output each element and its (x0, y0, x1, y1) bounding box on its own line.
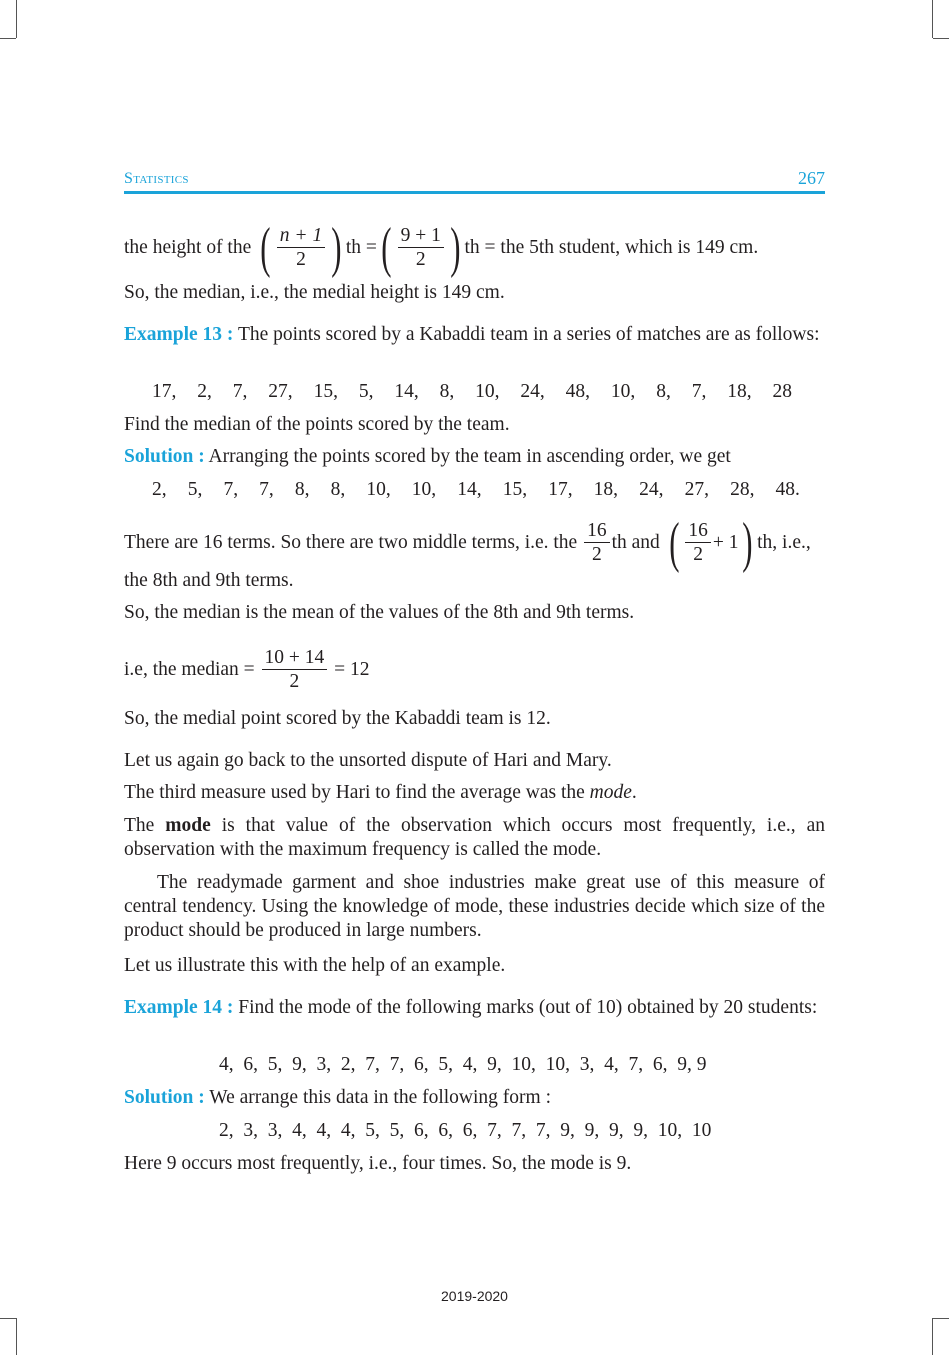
data-value: 17, (548, 479, 573, 500)
running-header-title: Statistics (124, 170, 189, 187)
example-14-text: Find the mode of the following marks (out of 10) obtained by 20 students: (233, 997, 818, 1018)
data-value: 48, (565, 381, 591, 402)
data-value: 7, (223, 479, 239, 500)
mode-industry-paragraph: The readymade garment and shoe industries make great use of this measure of central tendency. Using the knowledge of mode, these industries decide which size of the product should be produced in large numbers. (124, 872, 825, 941)
data-value: 5, (187, 479, 203, 500)
mode-italic: mode (589, 782, 632, 803)
data-value: 7, (259, 479, 274, 500)
example-13-data-row (152, 380, 792, 404)
example-14-solution (124, 1086, 825, 1110)
crop-mark (0, 1318, 16, 1319)
data-value: 10, (610, 381, 636, 402)
data-value: 24, (520, 381, 545, 402)
data-value: 8, (330, 479, 346, 500)
example-13-text: The points scored by a Kabaddi team in a series of matches are as follows: (233, 324, 820, 345)
example-14-label: Example 14 : (124, 997, 234, 1018)
data-value: 10, (366, 479, 391, 500)
crop-mark (0, 38, 16, 39)
fraction-denominator: 2 (693, 543, 703, 565)
data-value: 15, (502, 479, 528, 500)
example-13-question (124, 323, 825, 347)
right-paren: ) (331, 217, 342, 279)
right-paren: ) (742, 512, 753, 574)
fraction-numerator: 16 (584, 520, 610, 543)
middle-terms-prefix: There are 16 terms. So there are two middle terms, i.e. the (124, 532, 578, 553)
fraction-numerator: n + 1 (277, 225, 325, 248)
mode-intro-period: . (631, 782, 637, 803)
fraction-denominator: 2 (289, 670, 300, 692)
data-value: 17, (152, 381, 177, 402)
fraction-numerator: 16 (685, 520, 711, 543)
fraction-denominator: 2 (296, 248, 306, 270)
crop-mark (932, 1318, 933, 1355)
fraction-numerator: 10 + 14 (262, 647, 328, 670)
mode-intro-text: The third measure used by Hari to find the average was the (124, 782, 590, 803)
data-value: 8, (656, 381, 671, 402)
crop-mark (933, 1318, 949, 1319)
solution-label: Solution : (124, 1087, 205, 1108)
height-formula-line (124, 218, 825, 278)
fraction-10-plus-14 (262, 647, 328, 694)
crop-mark (932, 0, 933, 38)
data-value: 2, (197, 381, 212, 402)
data-value: 28, (730, 479, 755, 500)
data-value: 15, (313, 381, 338, 402)
example-13-label: Example 13 : (124, 324, 234, 345)
example-13-conclusion: So, the medial point scored by the Kabaddi team is 12. (124, 708, 551, 729)
mode-illustrate: Let us illustrate this with the help of an example. (124, 955, 506, 976)
solution-text: We arrange this data in the following form : (204, 1087, 552, 1108)
fraction-numerator: 9 + 1 (398, 225, 444, 248)
data-value: 27, (268, 381, 293, 402)
solution-label: Solution : (124, 446, 205, 467)
data-value: 2, (152, 479, 167, 500)
fraction-16-over-2 (685, 520, 711, 567)
example-13-sorted-row (152, 478, 800, 502)
middle-terms-suffix: th, i.e., (757, 532, 811, 553)
height-formula-mid: th = (345, 237, 377, 258)
example-14-conclusion: Here 9 occurs most frequently, i.e., four times. So, the mode is 9. (124, 1153, 632, 1174)
data-value: 7, (232, 381, 248, 402)
example-14-data-row: 4, 6, 5, 9, 3, 2, 7, 7, 6, 5, 4, 9, 10, 10, 3, 4, 7, 6, 9, 9 (219, 1054, 707, 1075)
data-value: 8, (439, 381, 455, 402)
height-formula-suffix: th = the 5th student, which is 149 cm. (464, 237, 759, 258)
data-value: 5, (358, 381, 374, 402)
height-formula-prefix: the height of the (124, 237, 252, 258)
mode-definition (124, 814, 825, 862)
middle-terms-line (124, 512, 825, 574)
data-value: 18, (593, 479, 619, 500)
data-value: 10, (475, 381, 500, 402)
mode-intro-line-2 (124, 781, 825, 805)
footer-year: 2019-2020 (441, 1288, 508, 1304)
left-paren: ( (668, 512, 680, 574)
example-13-solution (124, 445, 825, 469)
mode-def-rest: is that value of the observation which occurs most frequently, i.e., an observation with the maximum frequency is called the mode. (124, 815, 825, 860)
header-rule (124, 191, 825, 194)
data-value: 14, (457, 479, 482, 500)
crop-mark (933, 38, 949, 39)
fraction-n-plus-1 (277, 225, 325, 272)
example-13-find: Find the median of the points scored by the team. (124, 414, 510, 435)
fraction-denominator: 2 (415, 248, 426, 270)
middle-terms-and: th and (611, 532, 660, 553)
fraction-16-over-2 (584, 520, 610, 567)
example-14-question (124, 996, 825, 1020)
data-value: 27, (684, 479, 709, 500)
mode-bold: mode (165, 815, 211, 836)
crop-mark (16, 1318, 17, 1355)
right-paren: ) (450, 217, 461, 279)
data-value: 18, (727, 381, 752, 402)
data-value: 28 (772, 381, 792, 402)
data-value: 24, (639, 479, 664, 500)
example-14-sorted-row: 2, 3, 3, 4, 4, 4, 5, 5, 6, 6, 6, 7, 7, 7, 9, 9, 9, 9, 10, 10 (219, 1120, 712, 1141)
data-value: 48. (775, 479, 800, 500)
solution-text: Arranging the points scored by the team in ascending order, we get (204, 446, 731, 467)
data-value: 7, (691, 381, 707, 402)
median-result: = 12 (334, 659, 370, 680)
data-value: 14, (394, 381, 419, 402)
plus-one: + 1 (712, 532, 739, 553)
left-paren: ( (381, 217, 392, 279)
mean-statement: So, the median is the mean of the values of the 8th and 9th terms. (124, 602, 635, 623)
data-value: 10, (411, 479, 437, 500)
fraction-denominator: 2 (591, 543, 602, 565)
mode-def-start: The (124, 815, 166, 836)
median-calculation (124, 642, 825, 698)
middle-terms-line-2: the 8th and 9th terms. (124, 570, 294, 591)
data-value: 8, (294, 479, 310, 500)
median-prefix: i.e, the median = (124, 659, 255, 680)
mode-intro-line-1: Let us again go back to the unsorted dispute of Hari and Mary. (124, 750, 612, 771)
fraction-9-plus-1 (398, 225, 444, 272)
median-height-statement: So, the median, i.e., the medial height is 149 cm. (124, 282, 505, 303)
crop-mark (16, 0, 17, 38)
left-paren: ( (260, 217, 271, 279)
page-number: 267 (798, 168, 825, 188)
